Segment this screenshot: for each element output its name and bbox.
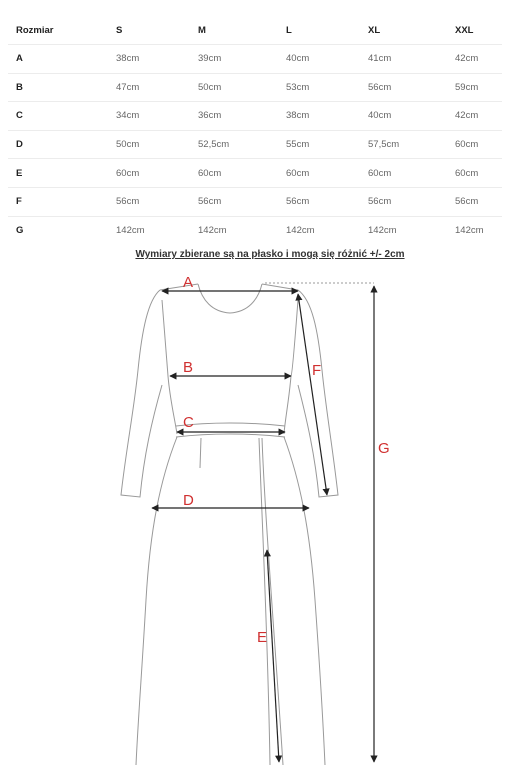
table-cell: 42cm: [447, 102, 502, 131]
table-cell: 38cm: [278, 102, 360, 131]
table-cell: 142cm: [116, 224, 145, 236]
label-e: E: [257, 629, 268, 646]
measure-f-arrow: [298, 294, 327, 495]
header-xl: XL: [360, 17, 447, 45]
table-cell: 56cm: [190, 187, 278, 216]
table-cell: 56cm: [108, 187, 190, 216]
measure-e-arrow: [267, 550, 279, 762]
table-cell: 60cm: [108, 159, 190, 188]
header-size: Rozmiar: [8, 17, 108, 45]
table-cell: 60cm: [447, 130, 502, 159]
label-f: F: [312, 362, 322, 379]
table-cell: 56cm: [360, 73, 447, 102]
table-cell: 55cm: [278, 130, 360, 159]
table-cell: 60cm: [360, 159, 447, 188]
label-g: G: [378, 440, 390, 457]
header-l: L: [278, 17, 360, 45]
table-cell: 142cm: [455, 224, 484, 236]
table-cell: 34cm: [108, 102, 190, 131]
table-cell: 142cm: [368, 224, 397, 236]
label-c: C: [183, 414, 194, 431]
table-cell: 50cm: [108, 130, 190, 159]
table-cell: 40cm: [360, 102, 447, 131]
table-cell: 42cm: [447, 45, 502, 74]
row-label: A: [8, 45, 108, 74]
table-cell: 53cm: [278, 73, 360, 102]
row-label: G: [16, 224, 24, 236]
header-xxl: XXL: [447, 17, 502, 45]
size-table-header-row: [8, 17, 502, 45]
table-cell: 36cm: [190, 102, 278, 131]
table-cell: 142cm: [198, 224, 227, 236]
table-row: [8, 130, 502, 159]
table-cell: 52,5cm: [190, 130, 278, 159]
row-label: B: [8, 73, 108, 102]
row-label: F: [8, 187, 108, 216]
table-cell: 47cm: [108, 73, 190, 102]
label-d: D: [183, 492, 194, 509]
measurement-note: Wymiary zbierane są na płasko i mogą się różnić +/- 2cm: [135, 249, 405, 260]
table-cell: 59cm: [447, 73, 502, 102]
table-row: [8, 216, 502, 244]
table-row: [8, 102, 502, 131]
row-label: E: [8, 159, 108, 188]
label-a: A: [183, 274, 194, 291]
label-b: B: [183, 359, 194, 376]
table-cell: 60cm: [278, 159, 360, 188]
size-table: [8, 17, 502, 244]
header-s: S: [108, 17, 190, 45]
dress-measurement-diagram: [0, 265, 510, 765]
table-row: [8, 187, 502, 216]
table-row: [8, 45, 502, 74]
table-cell: 38cm: [108, 45, 190, 74]
table-cell: 40cm: [278, 45, 360, 74]
row-label: C: [8, 102, 108, 131]
table-cell: 41cm: [360, 45, 447, 74]
table-cell: 56cm: [447, 187, 502, 216]
header-m: M: [190, 17, 278, 45]
table-cell: 56cm: [360, 187, 447, 216]
table-row: [8, 159, 502, 188]
dress-outline: [121, 284, 338, 765]
table-cell: 142cm: [286, 224, 315, 236]
table-cell: 60cm: [447, 159, 502, 188]
table-cell: 56cm: [278, 187, 360, 216]
table-cell: 50cm: [190, 73, 278, 102]
table-row: [8, 73, 502, 102]
table-cell: 39cm: [190, 45, 278, 74]
table-cell: 57,5cm: [360, 130, 447, 159]
table-cell: 60cm: [190, 159, 278, 188]
row-label: D: [8, 130, 108, 159]
